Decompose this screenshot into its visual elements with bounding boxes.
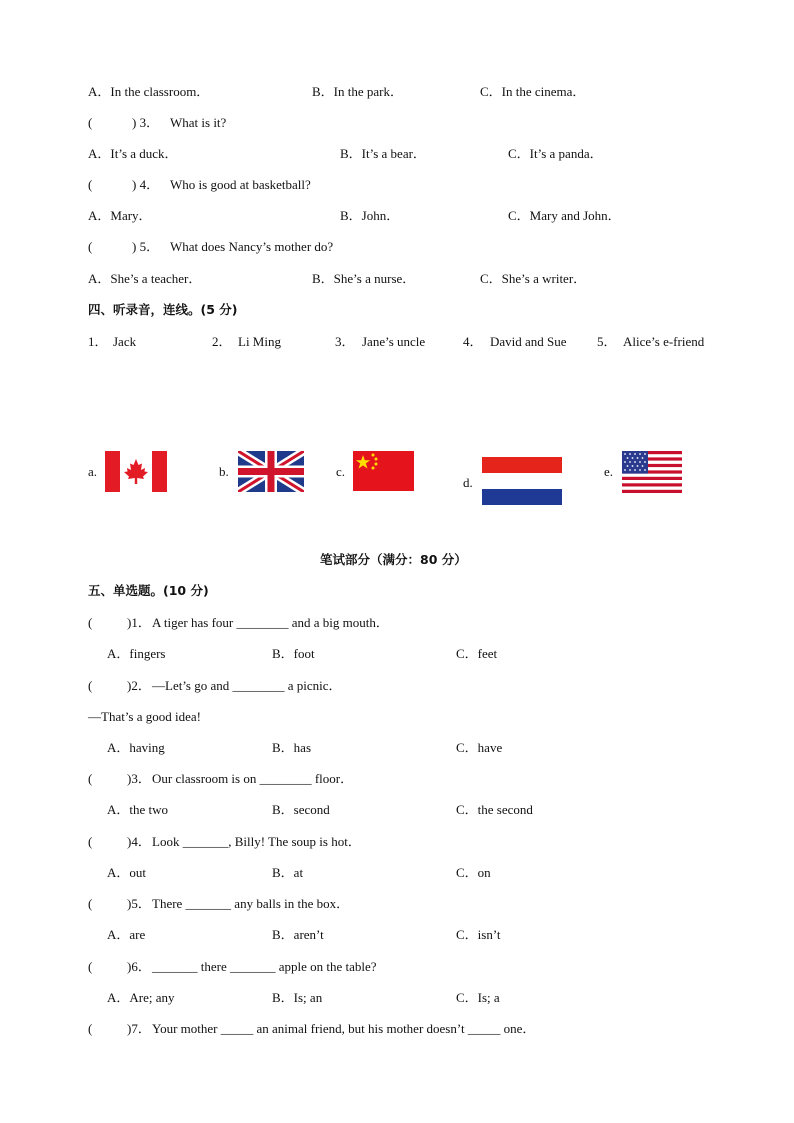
option-a: A．Mary． [88,208,152,223]
question-text: Your mother _____ an animal friend, but his mother doesn’t _____ one． [152,1021,536,1036]
person-name: David and Sue [490,334,567,349]
question-number: )2． [127,678,151,693]
question-number: )7． [127,1021,151,1036]
answer-paren: ( [88,896,93,911]
person-name: Jane’s uncle [362,334,426,349]
option-a: A．It’s a duck． [88,146,178,161]
question-number: ) 4． [132,177,160,192]
question-number: )6． [127,959,151,974]
netherlands-flag-icon [482,457,562,505]
answer-paren: ( [88,959,93,974]
section-heading: 五、单选题。(10 分) [88,583,209,598]
answer-paren: ( [88,834,93,849]
option-b: B．at [272,865,304,880]
option-c: C．In the cinema． [480,84,586,99]
option-c: C．feet [456,646,498,661]
answer-paren: ( [88,615,93,630]
person-name: Jack [113,334,137,349]
question-number: )4． [127,834,151,849]
option-b: B．aren’t [272,927,324,942]
question-text: What is it? [170,115,227,130]
option-a: A．fingers [107,646,166,661]
answer-paren: ( [88,771,93,786]
option-b: B．John． [340,208,400,223]
uk-flag-icon [238,451,304,492]
option-a: A．out [107,865,147,880]
question-number: ) 3． [132,115,160,130]
dialogue-reply: —That’s a good idea! [88,709,201,724]
option-b: B．In the park． [312,84,403,99]
answer-paren: ( [88,239,93,254]
flag-label: c. [336,464,346,479]
flag-label: b. [219,464,229,479]
option-b: B．foot [272,646,315,661]
question-text: Who is good at basketball? [170,177,311,192]
question-number: )3． [127,771,151,786]
flag-label: e. [604,464,614,479]
option-a: A．In the classroom． [88,84,210,99]
person-number: 4． [463,334,483,349]
option-c: C．Mary and John． [508,208,621,223]
option-c: C．It’s a panda． [508,146,603,161]
option-a: A．are [107,927,146,942]
answer-paren: ( [88,1021,93,1036]
question-number: )1． [127,615,151,630]
question-text: —Let’s go and ________ a picnic． [152,678,342,693]
person-number: 2． [212,334,232,349]
option-b: B．Is; an [272,990,323,1005]
question-number: )5． [127,896,151,911]
answer-paren: ( [88,177,93,192]
option-b: B．second [272,802,330,817]
question-text: Look _______, Billy! The soup is hot． [152,834,361,849]
option-a: A．Are; any [107,990,175,1005]
option-b: B．She’s a nurse． [312,271,416,286]
option-c: C．Is; a [456,990,500,1005]
flag-label: a. [88,464,98,479]
usa-flag-icon [622,451,682,493]
china-flag-icon [353,451,414,491]
option-a: A．having [107,740,165,755]
option-c: C．She’s a writer． [480,271,587,286]
option-b: B．It’s a bear． [340,146,426,161]
option-a: A．She’s a teacher． [88,271,202,286]
option-c: C．isn’t [456,927,501,942]
question-text: Our classroom is on ________ floor． [152,771,354,786]
option-b: B．has [272,740,312,755]
question-text: There _______ any balls in the box． [152,896,350,911]
section-heading: 四、听录音，连线。(5 分) [88,302,238,317]
question-text: What does Nancy’s mother do? [170,239,334,254]
option-c: C．the second [456,802,533,817]
canada-flag-icon [105,451,167,492]
person-number: 1． [88,334,108,349]
person-number: 5． [597,334,617,349]
flag-label: d. [463,475,473,490]
option-c: C．on [456,865,491,880]
option-a: A．the two [107,802,169,817]
part-title: 笔试部分（满分：80 分） [320,552,467,567]
question-number: ) 5． [132,239,160,254]
person-name: Li Ming [238,334,281,349]
answer-paren: ( [88,115,93,130]
person-number: 3． [335,334,355,349]
question-text: A tiger has four ________ and a big mouth． [152,615,389,630]
person-name: Alice’s e-friend [623,334,705,349]
option-c: C．have [456,740,503,755]
answer-paren: ( [88,678,93,693]
question-text: _______ there _______ apple on the table? [152,959,377,974]
